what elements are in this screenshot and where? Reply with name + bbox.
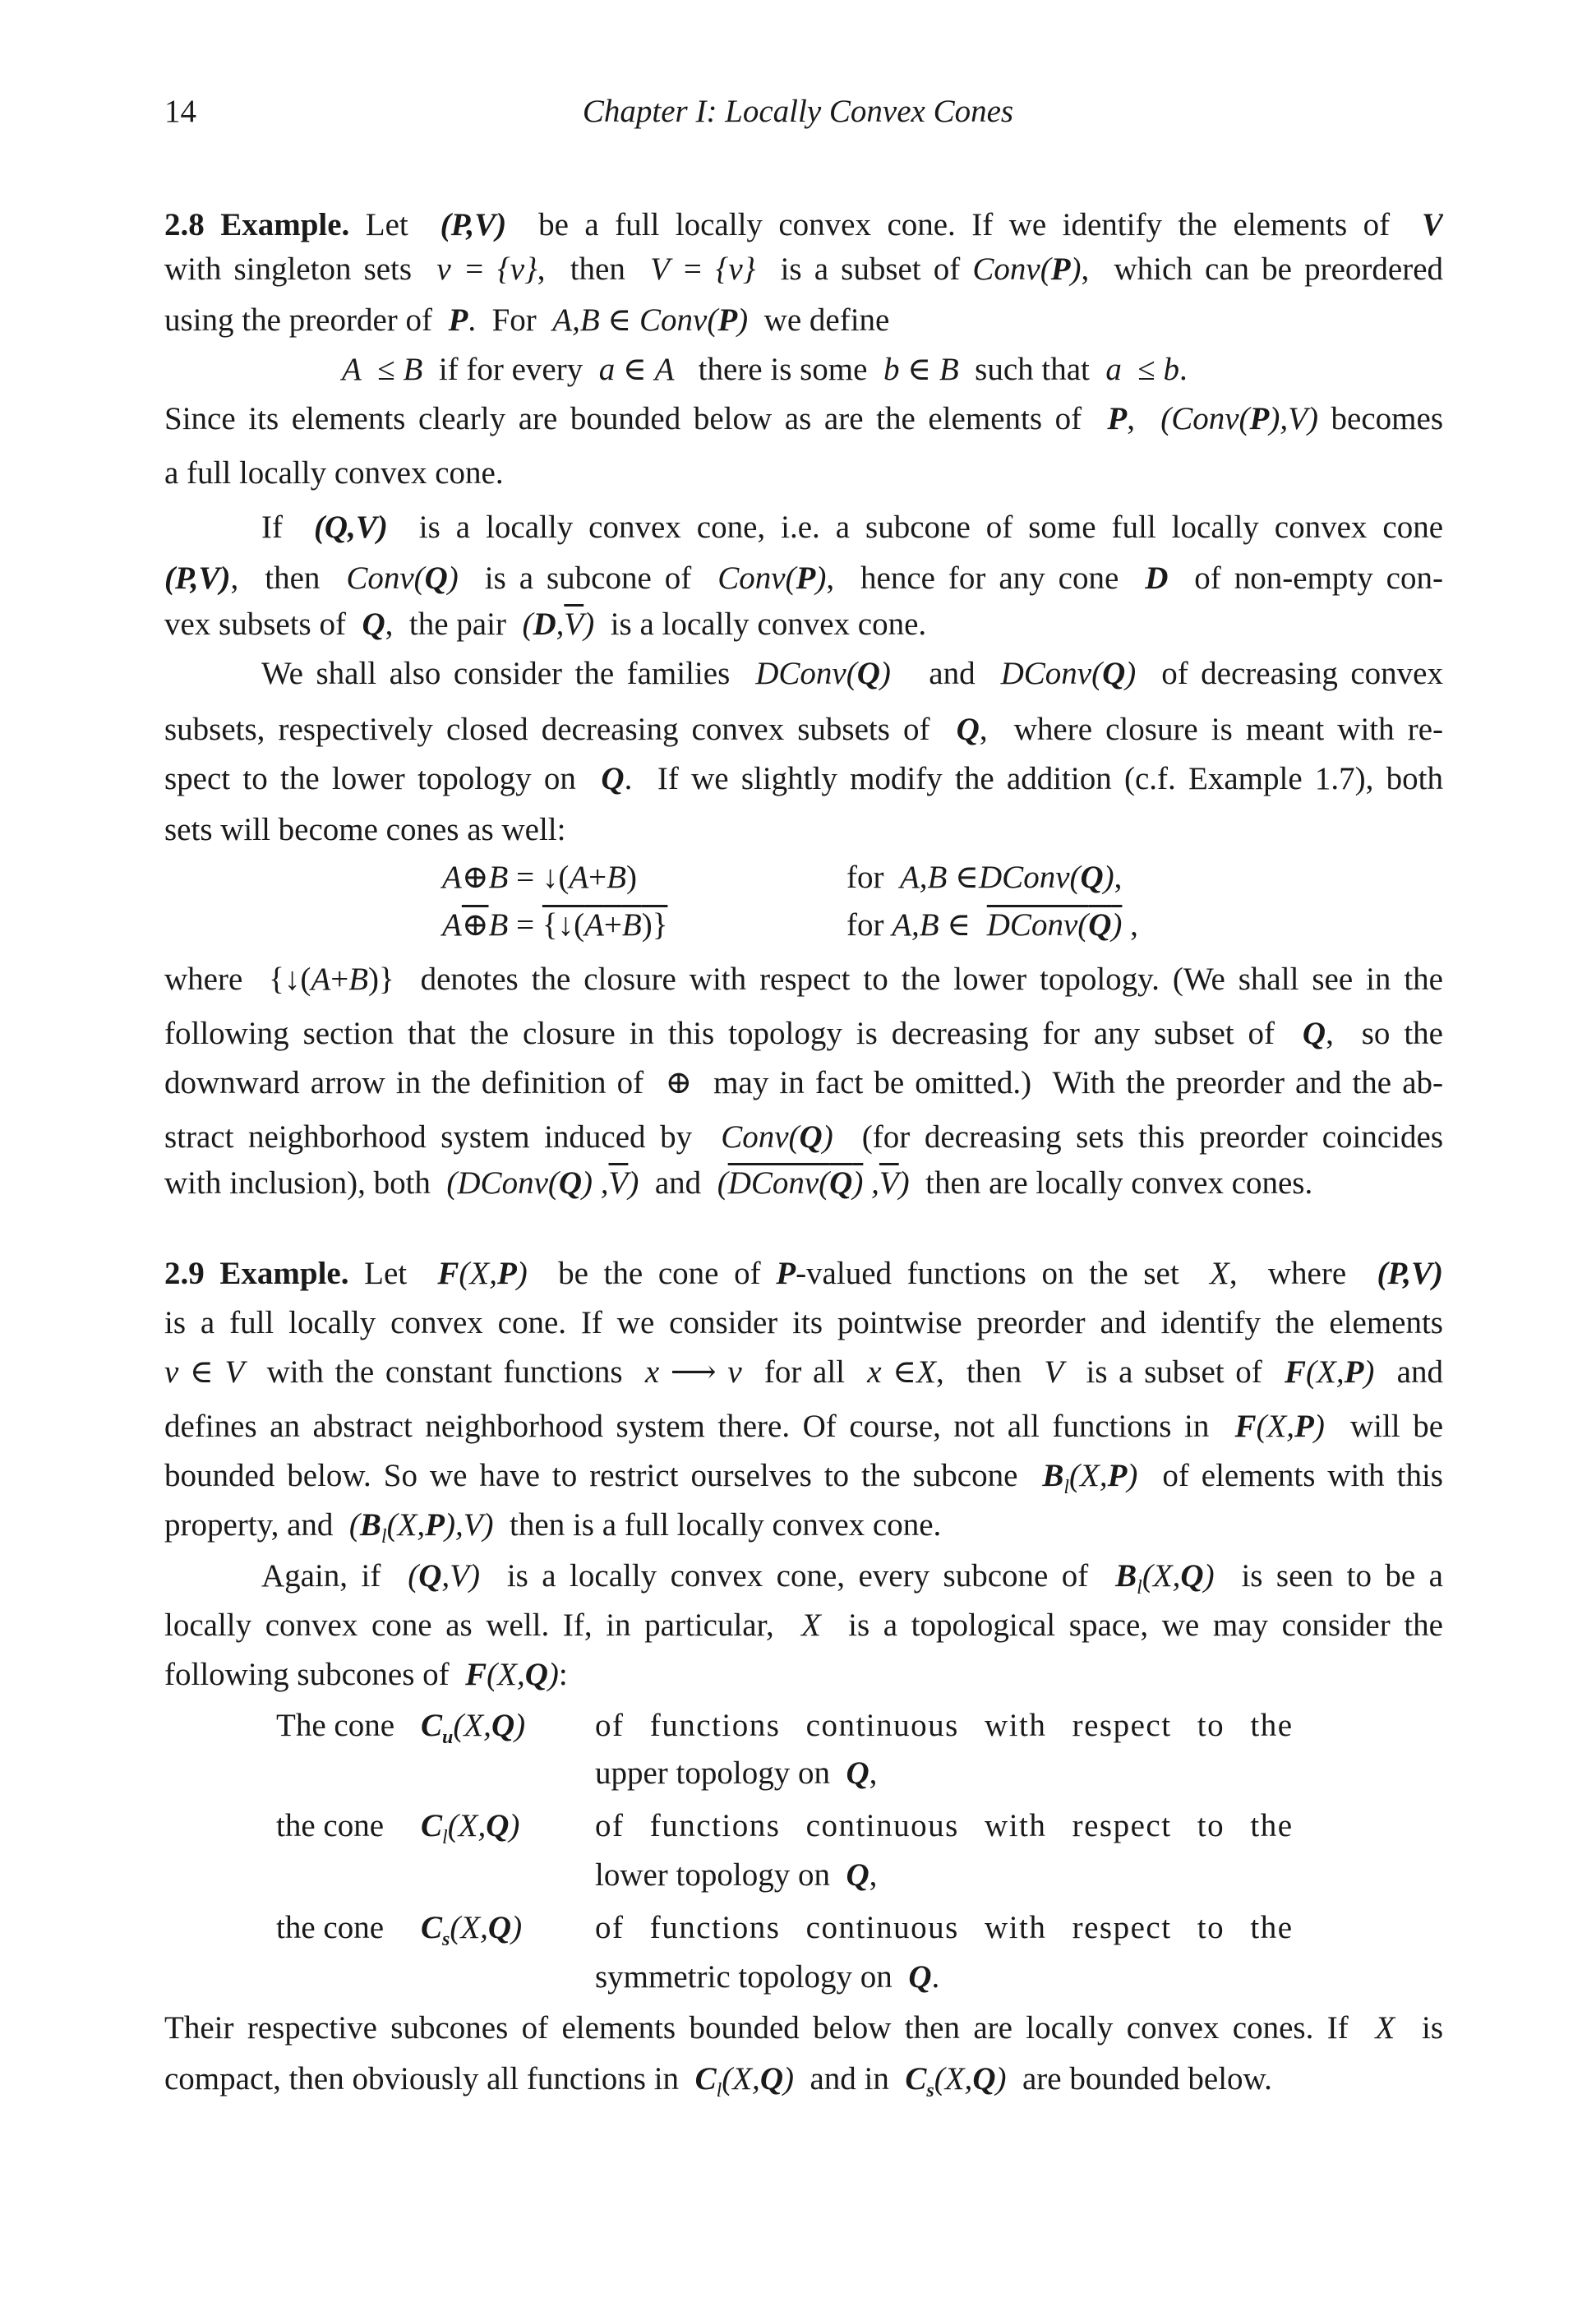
- ex29-line-6: property, and $(B_l(X,P),V)$ then is a full locally convex cone.: [164, 1507, 942, 1548]
- subcone-1-desc2: upper topology on Q,: [595, 1755, 878, 1791]
- running-title: Chapter I: Locally Convex Cones: [582, 94, 1014, 129]
- ex28-line-10: We shall also consider the families DConv(Q) and DConv(Q) of decreasing convex: [261, 657, 1443, 691]
- formula-oplus-bar-cond: for A,B ∈ DConv(Q) ,: [846, 907, 1138, 943]
- ex28-after-3: downward arrow in the definition of ⊕ may in fact be omitted.) With the preorder and the ab-: [164, 1067, 1443, 1100]
- ex28-after-1: where {↓(A+B)} denotes the closure with respect to the lower topology. (We shall see in the: [164, 963, 1443, 997]
- ex29-line-8: locally convex cone as well. If, in particular, X is a topological space, we may consider the: [164, 1609, 1443, 1643]
- ex28-line-13: sets will become cones as well:: [164, 812, 566, 847]
- ex28-label: 2.8 Example.: [164, 209, 350, 242]
- formula-oplus: A⊕B = ↓(A+B): [442, 860, 637, 895]
- ex29-closing-1: Their respective subcones of elements bounded below then are locally convex cones. If X is: [164, 2012, 1443, 2046]
- ex28-line-7: If (Q,V) is a locally convex cone, i.e. a subcone of some full locally convex cone: [261, 511, 1443, 545]
- subcone-2-desc2: lower topology on Q,: [595, 1857, 878, 1893]
- ex28-line-3: using the preorder of P. For A,B ∈ Conv(P) we define: [164, 302, 890, 338]
- ex29-closing-2: compact, then obviously all functions in $C_l(X,Q)$ and in $C_s(X,Q)$ are bounded below.: [164, 2061, 1272, 2101]
- ex28-line-12: spect to the lower topology on Q. If we slightly modify the addition (c.f. Example 1.7), both: [164, 763, 1443, 796]
- ex29-line-3: v ∈ V with the constant functions x ⟶ v for all x ∈X, then V is a subset of F(X,P) and: [164, 1356, 1443, 1390]
- ex28-after-4: stract neighborhood system induced by Conv(Q) (for decreasing sets this preorder coincides: [164, 1121, 1443, 1155]
- subcone-2-symbol: $C_l(X,Q)$: [421, 1808, 520, 1848]
- subcone-1-symbol: $C_u(X,Q)$: [421, 1708, 526, 1748]
- ex29-line-5: bounded below. So we have to restrict ourselves to the subcone $B_l(X,P)$ of elements with this: [164, 1460, 1443, 1497]
- ex29-line-7: Again, if (Q,V) is a locally convex cone, every subcone of $B_l(X,Q)$ is seen to be a: [261, 1560, 1443, 1598]
- ex28-after-2: following section that the closure in this topology is decreasing for any subset of Q, so the: [164, 1017, 1443, 1051]
- ex29-line-2: is a full locally convex cone. If we consider its pointwise preorder and identify the elements: [164, 1307, 1443, 1340]
- formula-oplus-bar: A⊕B = {↓(A+B)}: [442, 907, 668, 943]
- subcone-3-intro: the cone: [276, 1910, 385, 1945]
- ex28-line-11: subsets, respectively closed decreasing convex subsets of Q, where closure is meant with re-: [164, 713, 1443, 747]
- subcone-3-desc2: symmetric topology on Q.: [595, 1959, 940, 1995]
- subcone-2-intro: the cone: [276, 1808, 385, 1843]
- ex28-preorder-def: A ≤ B if for every a ∈ A there is some b ∈ B such that a ≤ b.: [342, 352, 1188, 387]
- subcone-2-desc1: of functions continuous with respect to the: [595, 1808, 1294, 1843]
- page-number: 14: [164, 94, 196, 129]
- ex29-line-4: defines an abstract neighborhood system there. Of course, not all functions in F(X,P) will be: [164, 1410, 1443, 1444]
- ex28-line-2: with singleton sets $\overline{v} = \{v\}$, then $\overline{V} = \{\overline{v}\}$ is a subset of Conv(P), which can be preordered: [164, 253, 1443, 287]
- subcone-1-desc1: of functions continuous with respect to the: [595, 1708, 1294, 1743]
- ex29-line-9: following subcones of F(X,Q):: [164, 1657, 568, 1692]
- ex28-line-8: (P,V), then Conv(Q) is a subcone of Conv(P), hence for any cone D of non-empty con-: [164, 562, 1443, 596]
- ex28-after-5: with inclusion), both (DConv(Q) $,\overline{V}$) and (DConv(Q) $,\overline{V}$) then are locally convex cones.: [164, 1165, 1313, 1201]
- subcone-1-intro: The cone: [276, 1708, 395, 1743]
- ex28-line-1: 2.8 Example. Let (P,V) be a full locally convex cone. If we identify the elements of V: [164, 209, 1443, 242]
- subcone-3-desc1: of functions continuous with respect to the: [595, 1910, 1294, 1945]
- subcone-3-symbol: $C_s(X,Q)$: [421, 1910, 523, 1950]
- ex28-line-9: vex subsets of Q, the pair $(D,\overline{V})$ is a locally convex cone.: [164, 607, 927, 642]
- formula-oplus-cond: for A,B ∈DConv(Q),: [846, 860, 1123, 895]
- ex28-line-6: a full locally convex cone.: [164, 455, 504, 491]
- ex28-line-5: Since its elements clearly are bounded below as are the elements of P, $(Conv(P),\overline{V})$ becomes: [164, 403, 1443, 436]
- ex29-line-1: 2.9 Example. Let F(X,P) be the cone of P-valued functions on the set X, where (P,V): [164, 1257, 1443, 1291]
- ex29-label: 2.9 Example.: [164, 1257, 349, 1291]
